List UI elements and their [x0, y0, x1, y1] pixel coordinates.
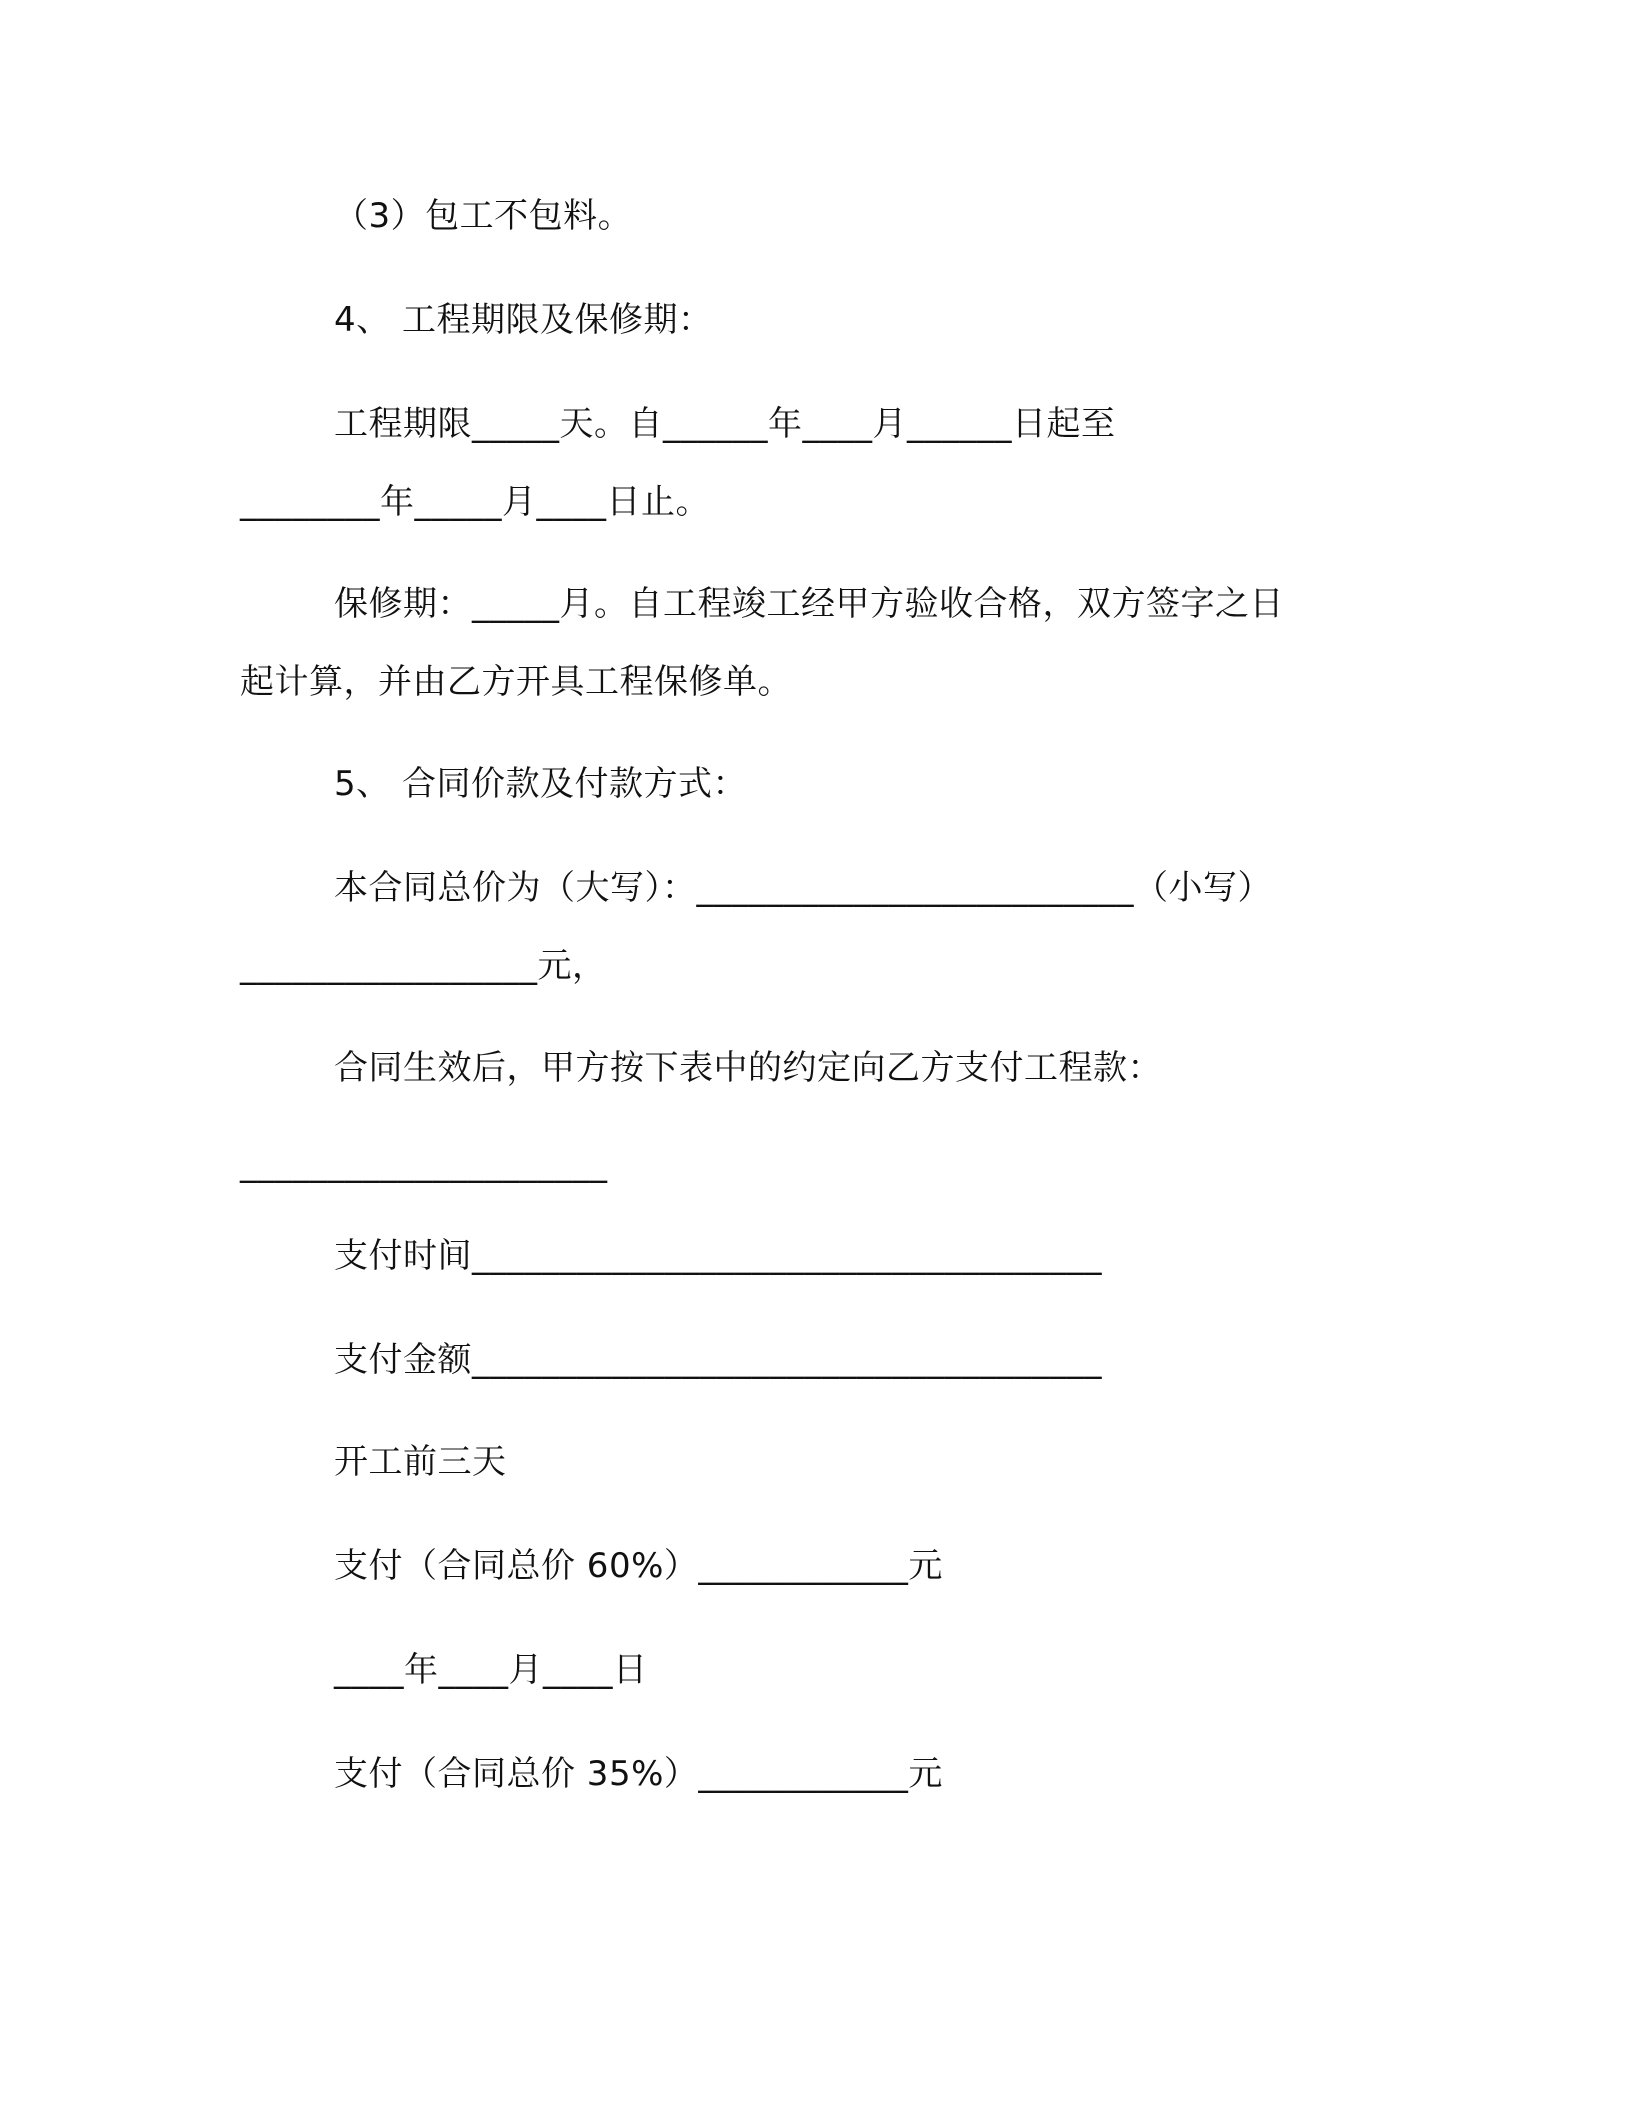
warranty-period-continuation: 起计算，并由乙方开具工程保修单。: [240, 662, 792, 702]
section-5-heading: 5、 合同价款及付款方式：: [334, 764, 747, 804]
three-days-before-start-line: 开工前三天: [334, 1442, 507, 1482]
total-price-line: 本合同总价为（大写）：_________________________（小写）: [334, 868, 1272, 908]
payment-amount-line: 支付金额____________________________________: [334, 1340, 1102, 1380]
total-price-continuation: _________________元，: [240, 946, 607, 986]
payment-35-percent-line: 支付（合同总价 35%）____________元: [334, 1754, 943, 1794]
clause-3-text: （3）包工不包料。: [334, 196, 633, 236]
payment-blank-line: _____________________: [240, 1144, 608, 1184]
payment-time-line: 支付时间____________________________________: [334, 1236, 1102, 1276]
section-4-heading: 4、 工程期限及保修期：: [334, 300, 713, 340]
project-period-line: 工程期限_____天。自______年____月______日起至: [334, 404, 1116, 444]
payment-intro-line: 合同生效后，甲方按下表中的约定向乙方支付工程款：: [334, 1048, 1162, 1088]
payment-60-percent-line: 支付（合同总价 60%）____________元: [334, 1546, 943, 1586]
warranty-period-line: 保修期：_____月。自工程竣工经甲方验收合格，双方签字之日: [334, 584, 1284, 624]
project-period-end-line: ________年_____月____日止。: [240, 482, 710, 522]
date-blank-line: ____年____月____日: [334, 1650, 648, 1690]
